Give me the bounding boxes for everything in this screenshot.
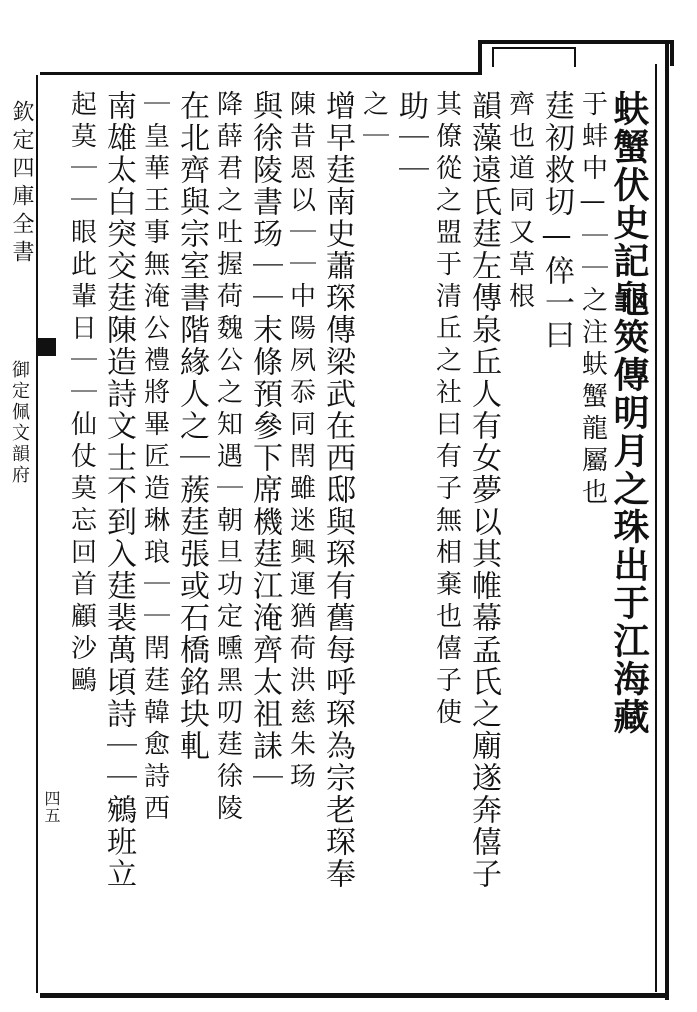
- frame-top-border: [40, 72, 480, 75]
- text-column: 韻藻遠氏莛左傳泉丘人有女夢以其帷幕孟氏之廟遂奔僖子: [466, 90, 501, 890]
- frame-bottom-border: [40, 993, 669, 998]
- text-column: ｜皇華王事無淹公禮將畢匠造琳琅｜｜閈莛韓愈詩西: [139, 90, 170, 826]
- text-column: 莛初救切—倅一曰: [539, 90, 574, 351]
- text-column: 于蚌中—｜｜之注蚨蟹龍屬也: [577, 90, 608, 510]
- frame-inner-right-border: [655, 64, 657, 992]
- text-column: 齊也道同又草根: [504, 90, 535, 314]
- text-column: 降薛君之吐握荷魏公之知遇｜朝旦功定曛黑叨莛徐陵: [212, 90, 243, 826]
- frame-tab-inner: [492, 47, 576, 67]
- margin-collection-title: 欽定四庫全書: [9, 100, 34, 268]
- fish-tail-mark: [36, 338, 56, 356]
- frame-tab-left-border: [478, 40, 482, 75]
- text-column: 增早莛南史蕭琛傳梁武在西邸與琛有舊每呼琛為宗老琛奉: [320, 90, 355, 890]
- frame-right-border: [665, 40, 669, 1000]
- text-column: 在北齊與宗室書階緣人之｜蔟莛張或石橋銘块軋: [174, 90, 209, 762]
- text-column: 其僚從之盟于清丘之社曰有子無相棄也僖子使: [431, 90, 462, 730]
- text-column: 陳昔恩以｜｜中陽夙忝同閈雖迷興運猶荷洪慈朱玚: [285, 90, 316, 794]
- margin-book-title: 御定佩文韻府: [9, 360, 30, 486]
- text-column: 南雄太白突交莛陳造詩文士不到入莛裴萬頃詩｜｜鵷班立: [101, 90, 136, 890]
- text-column: 起莫｜｜眼此輩日｜｜仙仗莫忘回首顧沙鷗: [66, 90, 97, 698]
- text-column: 與徐陵書玚｜｜末條預參下席機莛江淹齊太祖誄｜: [247, 90, 282, 794]
- text-column: 蚨蟹伏史記龜筴傳明月之珠出于江海藏: [608, 90, 650, 736]
- text-column: 助｜｜: [393, 90, 428, 186]
- text-column: 之｜: [358, 90, 389, 154]
- page-number: 四五: [42, 790, 61, 824]
